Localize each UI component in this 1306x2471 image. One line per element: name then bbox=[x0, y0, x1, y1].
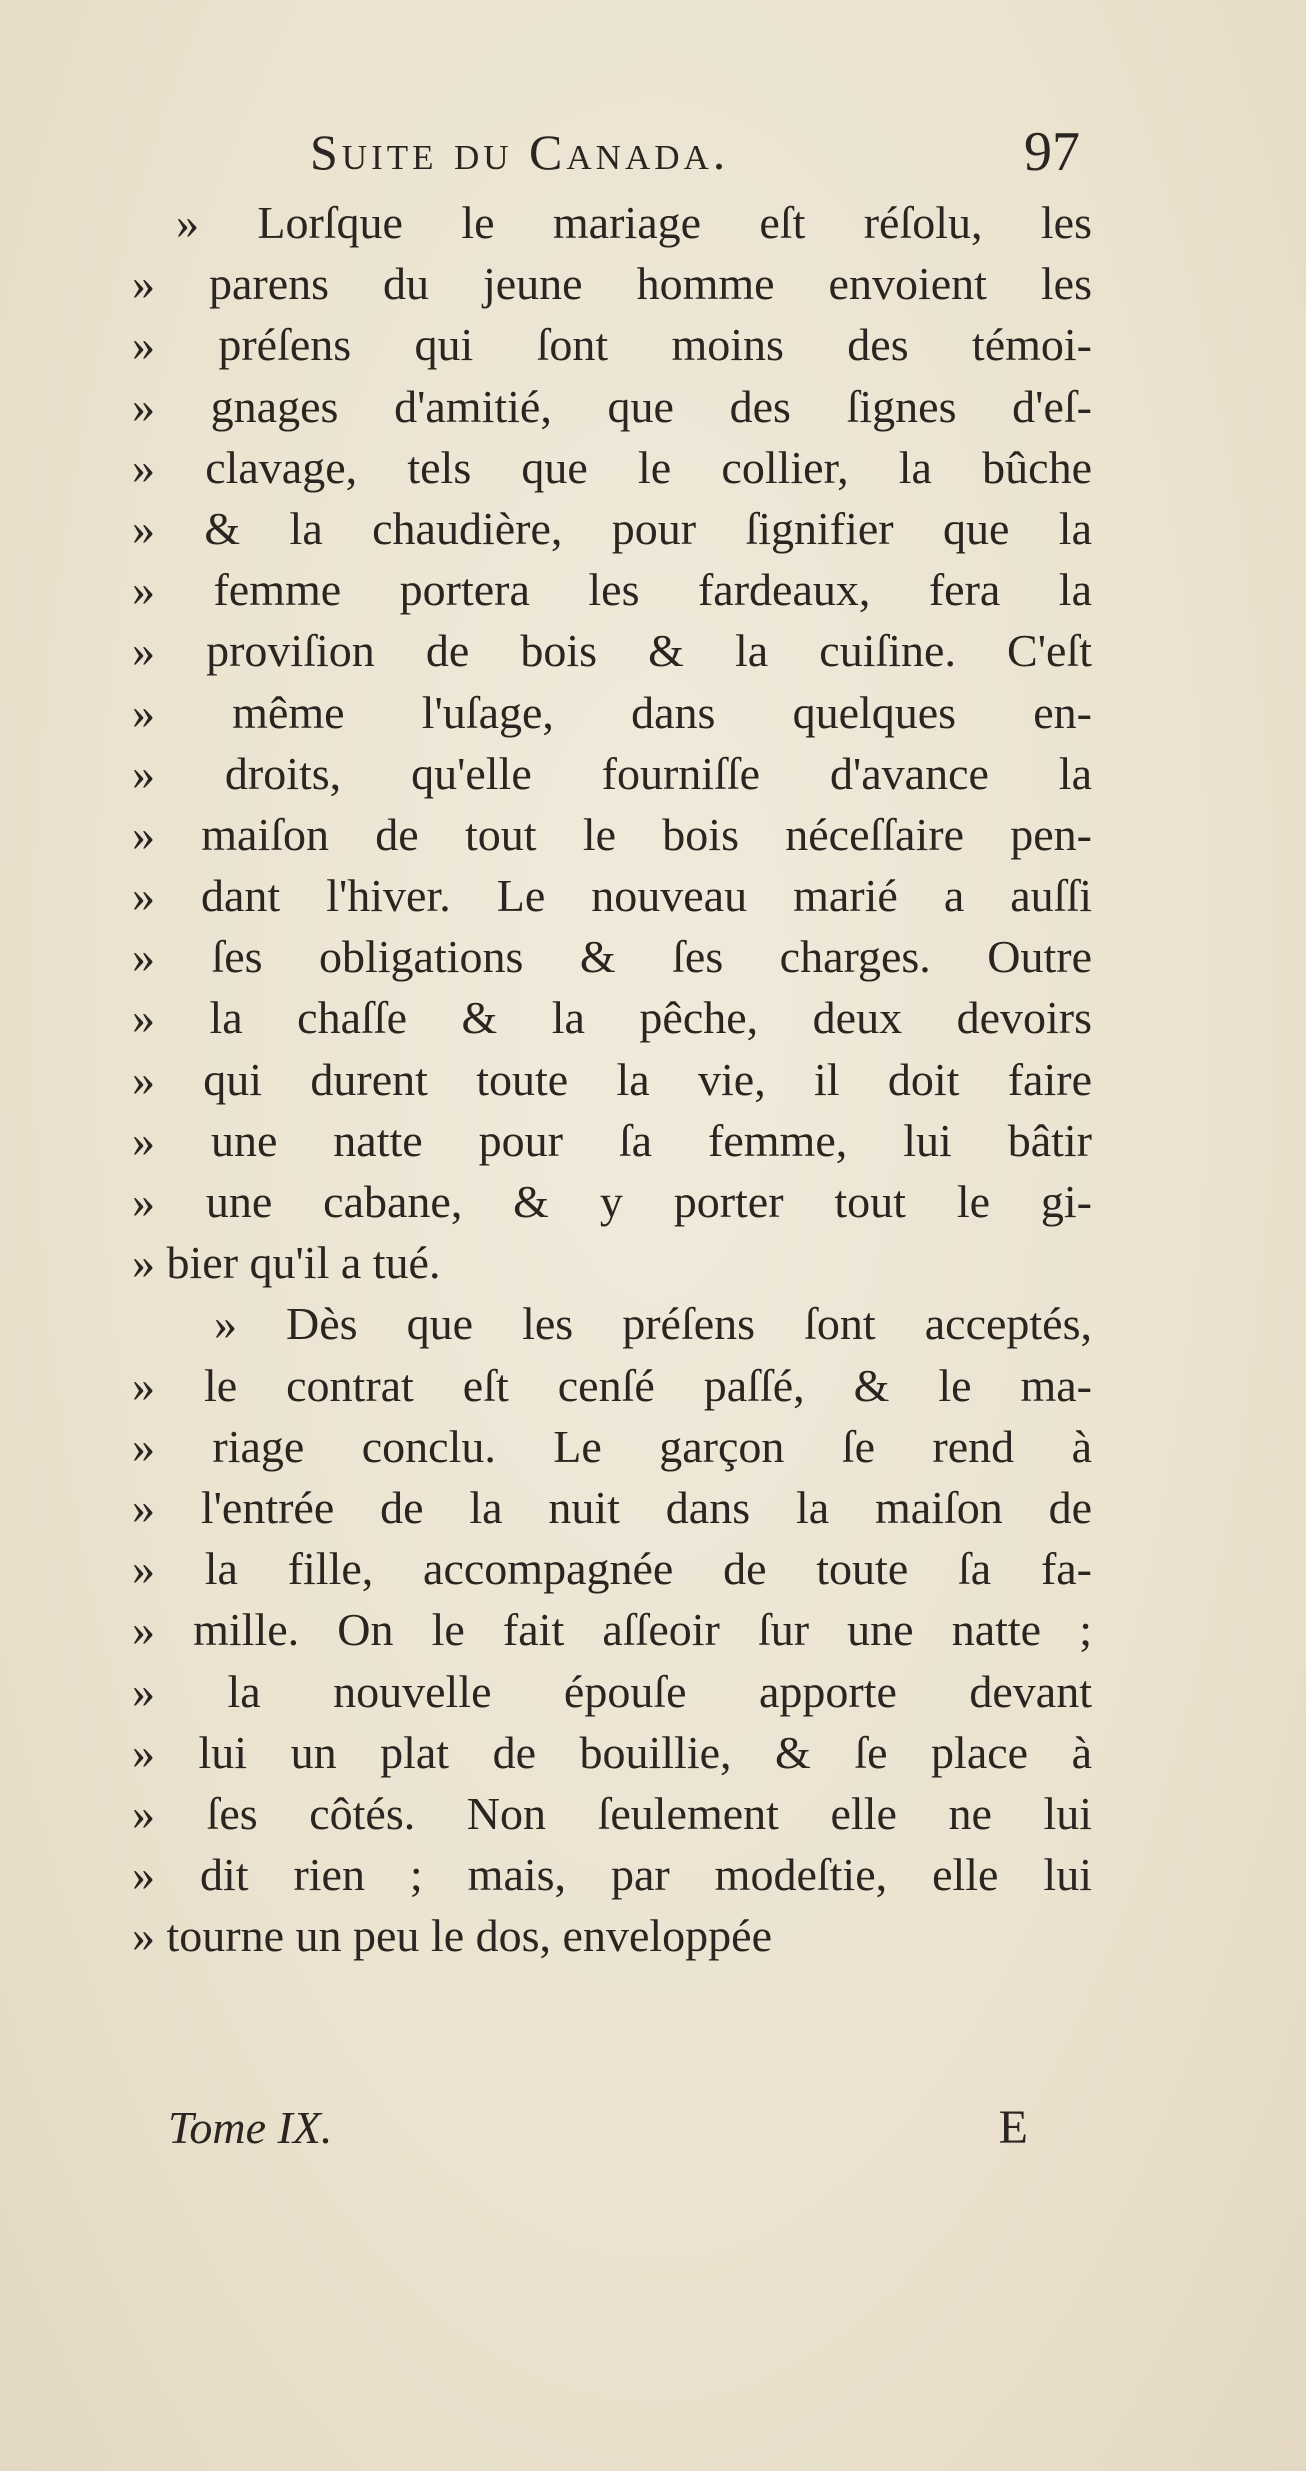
text-line: » le contrat eſt cenſé paſſé, & le ma- bbox=[132, 1359, 1092, 1411]
running-title: Suite du Canada. bbox=[310, 124, 730, 180]
page-header bbox=[310, 112, 1080, 192]
text-line: » Dès que les préſens ſont acceptés, bbox=[214, 1298, 1092, 1350]
page-number: 97 bbox=[1024, 121, 1080, 183]
body-text bbox=[132, 192, 1092, 1966]
text-line: » mille. On le fait aſſeoir ſur une natte ; bbox=[132, 1604, 1092, 1656]
text-line: » ſes côtés. Non ſeulement elle ne lui bbox=[132, 1787, 1092, 1839]
page-footer bbox=[168, 2098, 1028, 2158]
text-line: » parens du jeune homme envoient les bbox=[132, 258, 1092, 310]
text-line: » tourne un peu le dos, enveloppée bbox=[132, 1910, 772, 1962]
text-line: » maiſon de tout le bois néceſſaire pen- bbox=[132, 808, 1092, 860]
text-line: » préſens qui ſont moins des témoi- bbox=[132, 319, 1092, 371]
text-line: » qui durent toute la vie, il doit faire bbox=[132, 1053, 1092, 1105]
text-line: » bier qu'il a tué. bbox=[132, 1237, 441, 1289]
text-line: » la fille, accompagnée de toute ſa fa- bbox=[132, 1543, 1092, 1595]
text-line: » l'entrée de la nuit dans la maiſon de bbox=[132, 1481, 1092, 1533]
text-line: » dit rien ; mais, par modeſtie, elle lui bbox=[132, 1849, 1092, 1901]
text-line: » proviſion de bois & la cuiſine. C'eſt bbox=[132, 625, 1092, 677]
text-line: » la chaſſe & la pêche, deux devoirs bbox=[132, 992, 1092, 1044]
text-line: » riage conclu. Le garçon ſe rend à bbox=[132, 1420, 1092, 1472]
text-line: » clavage, tels que le collier, la bûche bbox=[132, 441, 1092, 493]
text-line: » ſes obligations & ſes charges. Outre bbox=[132, 931, 1092, 983]
text-line: » une natte pour ſa femme, lui bâtir bbox=[132, 1114, 1092, 1166]
text-line: » lui un plat de bouillie, & ſe place à bbox=[132, 1726, 1092, 1778]
volume-signature: Tome IX. bbox=[168, 2102, 333, 2153]
text-line: » & la chaudière, pour ſignifier que la bbox=[132, 502, 1092, 554]
text-line: » gnages d'amitié, que des ſignes d'eſ- bbox=[132, 380, 1092, 432]
text-line: » Lorſque le mariage eſt réſolu, les bbox=[176, 197, 1092, 248]
text-line: » la nouvelle épouſe apporte devant bbox=[132, 1665, 1092, 1717]
sheet-mark: E bbox=[998, 2101, 1028, 2154]
text-line: » une cabane, & y porter tout le gi- bbox=[132, 1176, 1092, 1227]
text-line: » même l'uſage, dans quelques en- bbox=[132, 686, 1092, 738]
text-line: » dant l'hiver. Le nouveau marié a auſſi bbox=[132, 870, 1092, 922]
text-line: » droits, qu'elle fourniſſe d'avance la bbox=[132, 747, 1092, 799]
text-line: » femme portera les fardeaux, fera la bbox=[132, 564, 1092, 616]
